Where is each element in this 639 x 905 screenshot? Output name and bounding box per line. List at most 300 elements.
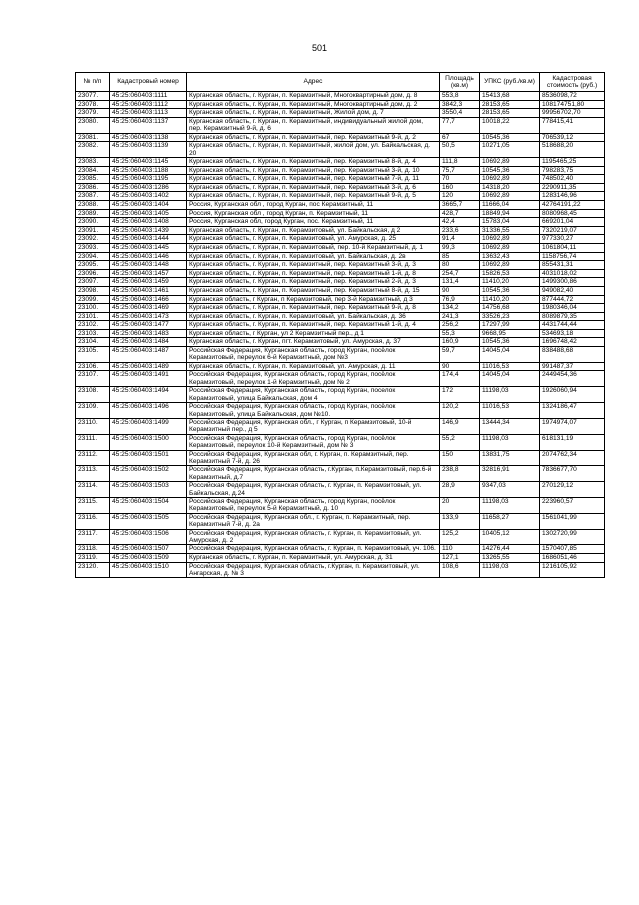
cadastral-number-cell: 45:25:060403:1501 [110,450,187,466]
table-row [76,403,605,419]
upks-cell: 10271,05 [480,142,540,158]
area-cell: 3665,7 [440,200,480,209]
cadastral-number-cell: 45:25:060403:1483 [110,329,187,338]
address-cell: Курганская область, г. Курган, п. Керамзитный, пер. Керамзитный 8-й, д. 15 [187,286,440,295]
area-cell: 76,9 [440,295,480,304]
cadastral-value-cell: 1216105,92 [540,562,605,578]
table-row [76,295,605,304]
cadastral-value-cell: 1195465,25 [540,158,605,167]
area-cell: 59,7 [440,347,480,363]
address-cell: Курганская область, г Курган, ул 2 Керамзитный пер., д 1 [187,329,440,338]
cadastral-value-cell: 2290911,35 [540,183,605,192]
address-cell: Россия, Курганская обл, город Курган, пос. Керамзитный, 11 [187,218,440,227]
cadastral-value-cell: 1686051,46 [540,554,605,563]
cadastral-value-cell: 991487,37 [540,362,605,371]
table-row [76,166,605,175]
row-number-cell: 23114. [76,482,110,498]
cadastral-number-cell: 45:25:060403:1506 [110,529,187,545]
cadastral-value-cell: 1061804,11 [540,243,605,252]
area-cell: 28,9 [440,482,480,498]
cadastral-value-cell: 706539,12 [540,133,605,142]
upks-cell: 10545,36 [480,286,540,295]
address-cell: Российская Федерация, Курганская область, г.Курган, п. Керамзитовый, ул. Ангарская, д. № 3 [187,562,440,578]
cadastral-value-cell: 1696748,42 [540,338,605,347]
upks-cell: 11198,03 [480,497,540,513]
table-row [76,192,605,201]
cadastral-value-cell: 838488,68 [540,347,605,363]
area-cell: 131,4 [440,278,480,287]
area-cell: 172 [440,387,480,403]
area-cell: 85 [440,252,480,261]
header-upks: УПКС (руб./кв.м) [480,73,540,92]
row-number-cell: 23120. [76,562,110,578]
row-number-cell: 23078. [76,100,110,109]
table-row [76,545,605,554]
address-cell: Россия, Курганская обл , город Курган, пос Керамзитный, 11 [187,200,440,209]
area-cell: 256,2 [440,321,480,330]
row-number-cell: 23110. [76,418,110,434]
table-row [76,482,605,498]
header-num: № п/п [76,73,110,92]
cadastral-value-cell: 108174751,80 [540,100,605,109]
table-row [76,117,605,133]
cadastral-value-cell: 4431744,44 [540,321,605,330]
area-cell: 55,2 [440,434,480,450]
table-row [76,92,605,101]
cadastral-number-cell: 45:25:060403:1444 [110,235,187,244]
table-row [76,226,605,235]
table-row [76,278,605,287]
table-row [76,329,605,338]
row-number-cell: 23109. [76,403,110,419]
upks-cell: 11016,53 [480,403,540,419]
row-number-cell: 23099. [76,295,110,304]
cadastral-number-cell: 45:25:060403:1505 [110,513,187,529]
row-number-cell: 23106. [76,362,110,371]
area-cell: 120,2 [440,403,480,419]
cadastral-number-cell: 45:25:060403:1188 [110,166,187,175]
table-row [76,109,605,118]
row-number-cell: 23100. [76,304,110,313]
upks-cell: 11198,03 [480,434,540,450]
cadastral-number-cell: 45:25:060403:1138 [110,133,187,142]
upks-cell: 10405,12 [480,529,540,545]
table-row [76,371,605,387]
upks-cell: 15783,04 [480,218,540,227]
table-row [76,175,605,184]
row-number-cell: 23090. [76,218,110,227]
address-cell: Российская Федерация, Курганская область, город Курган, поселок Керамзитовый, улица Байкальская, дом 4 [187,387,440,403]
header-address: Адрес [187,73,440,92]
area-cell: 70 [440,175,480,184]
upks-cell: 14756,68 [480,304,540,313]
cadastral-number-cell: 45:25:060403:1507 [110,545,187,554]
area-cell: 428,7 [440,209,480,218]
cadastral-number-cell: 45:25:060403:1510 [110,562,187,578]
upks-cell: 9347,03 [480,482,540,498]
row-number-cell: 23098. [76,286,110,295]
table-row [76,261,605,270]
address-cell: Курганская область, г. Курган, п. Керамзитный, Многоквартирный дом, д. 2 [187,100,440,109]
cadastral-value-cell: 778415,41 [540,117,605,133]
address-cell: Курганская область, г. Курган, пгт. Керамзитовый, ул. Амурская, д. 37 [187,338,440,347]
cadastral-number-cell: 45:25:060403:1491 [110,371,187,387]
row-number-cell: 23087. [76,192,110,201]
cadastral-number-cell: 45:25:060403:1487 [110,347,187,363]
row-number-cell: 23093. [76,243,110,252]
cadastral-number-cell: 45:25:060403:1286 [110,183,187,192]
address-cell: Курганская область, г. Курган, п. Керамзитовый, пер. 10-й Керамзитный, д. 1 [187,243,440,252]
area-cell: 108,6 [440,562,480,578]
address-cell: Курганская область, г. Курган, п. Керамзитный, пер. Керамзитный 3-й, д. 10 [187,166,440,175]
cadastral-value-cell: 4031018,02 [540,269,605,278]
cadastral-number-cell: 45:25:060403:1461 [110,286,187,295]
row-number-cell: 23103. [76,329,110,338]
upks-cell: 10018,22 [480,117,540,133]
row-number-cell: 23105. [76,347,110,363]
upks-cell: 32816,91 [480,466,540,482]
page-number: 501 [311,43,328,53]
upks-cell: 14045,04 [480,347,540,363]
cadastral-value-cell: 8536098,72 [540,92,605,101]
header-area: Площадь (кв.м) [440,73,480,92]
cadastral-number-cell: 45:25:060403:1448 [110,261,187,270]
upks-cell: 11410,20 [480,278,540,287]
address-cell: Курганская область, г. Курган, п. Керамзитовый, ул. Байкальская, д. 2в [187,252,440,261]
area-cell: 238,8 [440,466,480,482]
area-cell: 67 [440,133,480,142]
area-cell: 91,4 [440,235,480,244]
table-body [76,92,605,578]
table-row [76,347,605,363]
cadastral-value-cell: 855431,31 [540,261,605,270]
address-cell: Курганская область, г. Курган, п. Керамзитный, пер. Керамзитный 1-й, д. 4 [187,321,440,330]
area-cell: 111,8 [440,158,480,167]
cadastral-number-cell: 45:25:060403:1404 [110,200,187,209]
upks-cell: 10692,89 [480,175,540,184]
address-cell: Российская Федерация, Курганская область, город Курган, посёлок Керамзитовый, переулок 6-й Керамзитный, дом №3 [187,347,440,363]
cadastral-value-cell: 2449454,36 [540,371,605,387]
cadastral-number-cell: 45:25:060403:1111 [110,92,187,101]
row-number-cell: 23107. [76,371,110,387]
cadastral-value-cell: 7836677,70 [540,466,605,482]
row-number-cell: 23085. [76,175,110,184]
upks-cell: 11410,20 [480,295,540,304]
upks-cell: 15413,68 [480,92,540,101]
cadastral-value-cell: 42764191,22 [540,200,605,209]
row-number-cell: 23116. [76,513,110,529]
address-cell: Российская Федерация, Курганская область, г. Курган, п. Керамзитовый, уч. 106. [187,545,440,554]
table-row [76,338,605,347]
area-cell: 241,3 [440,312,480,321]
row-number-cell: 23118. [76,545,110,554]
area-cell: 50,5 [440,142,480,158]
address-cell: Курганская область, г. Курган, п. Керамзитный, пер. Керамзитный 2-й, д. 3 [187,278,440,287]
cadastral-number-cell: 45:25:060403:1504 [110,497,187,513]
upks-cell: 11666,04 [480,200,540,209]
upks-cell: 17297,99 [480,321,540,330]
cadastral-value-cell: 949082,40 [540,286,605,295]
row-number-cell: 23088. [76,200,110,209]
row-number-cell: 23081. [76,133,110,142]
address-cell: Курганская область, г. Курган, п. Керамзитный, индивидуальный жилой дом, пер. Керамзитный 9-й, д. 6 [187,117,440,133]
address-cell: Российская Федерация, Курганская обл., г. Курган, п. Керамзитный, пер. Керамзитный 7-й, д. 2а [187,513,440,529]
cadastral-number-cell: 45:25:060403:1405 [110,209,187,218]
table-row [76,321,605,330]
upks-cell: 11658,27 [480,513,540,529]
row-number-cell: 23108. [76,387,110,403]
address-cell: Курганская область, г. Курган, п. Керамзитный, Жилой дом, д. 7 [187,109,440,118]
cadastral-number-cell: 45:25:060403:1477 [110,321,187,330]
area-cell: 110 [440,545,480,554]
address-cell: Российская Федерация, Курганская область, город Курган, посёлок Керамзитовый, переулок 5-й Керамзитный, д. 10 [187,497,440,513]
area-cell: 146,9 [440,418,480,434]
table-row [76,450,605,466]
address-cell: Российская Федерация, Курганская область, г.Курган, п.Керамзитовый, пер.6-й Керамзитный, д.7 [187,466,440,482]
cadastral-number-cell: 45:25:060403:1473 [110,312,187,321]
address-cell: Российская Федерация, Курганская область, г. Курган, п. Керамзитовый, ул. Байкальская, д.24 [187,482,440,498]
upks-cell: 13632,43 [480,252,540,261]
cadastral-value-cell: 8089879,35 [540,312,605,321]
cadastral-value-cell: 1561041,99 [540,513,605,529]
area-cell: 150 [440,450,480,466]
address-cell: Российская Федерация, Курганская обл., г Курган, п Керамзитовый, 10-й Керамзитный пер., д 5 [187,418,440,434]
address-cell: Курганская область, г. Курган, п. Керамзитный, пер. Керамзитный 7-й, д. 11 [187,175,440,184]
cadastral-value-cell: 1926060,94 [540,387,605,403]
table-row [76,158,605,167]
cadastral-number-cell: 45:25:060403:1457 [110,269,187,278]
address-cell: Российская Федерация, Курганская область, г. Курган, п. Керамзитовый, ул. Амурская, д. 2 [187,529,440,545]
upks-cell: 14318,20 [480,183,540,192]
cadastral-number-cell: 45:25:060403:1139 [110,142,187,158]
area-cell: 160 [440,183,480,192]
address-cell: Курганская область, г. Курган, п. Керамзитный, пер. Керамзитный 3-й, д. 6 [187,183,440,192]
table-row [76,218,605,227]
cadastral-number-cell: 45:25:060403:1466 [110,295,187,304]
address-cell: Курганская область, г. Курган, п. Керамзитовый, ул. Байкальская, д. 36 [187,312,440,321]
area-cell: 90 [440,286,480,295]
cadastral-value-cell: 1980346,04 [540,304,605,313]
cadastral-number-cell: 45:25:060403:1496 [110,403,187,419]
upks-cell: 14276,44 [480,545,540,554]
address-cell: Россия, Курганская обл , город Курган, п. Керамзитный, 11 [187,209,440,218]
table-row [76,209,605,218]
row-number-cell: 23083. [76,158,110,167]
cadastral-value-cell: 518688,20 [540,142,605,158]
cadastral-number-cell: 45:25:060403:1112 [110,100,187,109]
area-cell: 134,2 [440,304,480,313]
table-row [76,497,605,513]
address-cell: Российская Федерация, Курганская обл, г. Курган, п. Керамзитный, пер. Керамзитный 7-й, д. 26 [187,450,440,466]
upks-cell: 14045,04 [480,371,540,387]
upks-cell: 10692,89 [480,261,540,270]
cadastral-value-cell: 8080968,45 [540,209,605,218]
table-row [76,304,605,313]
row-number-cell: 23079. [76,109,110,118]
table-row [76,142,605,158]
area-cell: 42,4 [440,218,480,227]
address-cell: Курганская область, г Курган, п Керамзитовый, пер 3-й Керамзитный, д 3 [187,295,440,304]
upks-cell: 33526,23 [480,312,540,321]
table-row [76,243,605,252]
upks-cell: 13444,34 [480,418,540,434]
area-cell: 3550,4 [440,109,480,118]
address-cell: Курганская область, г. Курган, п. Керамзитовый, ул. Байкальская, д 2 [187,226,440,235]
upks-cell: 10692,89 [480,243,540,252]
row-number-cell: 23089. [76,209,110,218]
address-cell: Курганская область, г. Курган, п. Керамзитовый, ул. Амурская, д. 25 [187,235,440,244]
table-row [76,235,605,244]
row-number-cell: 23104. [76,338,110,347]
cadastral-value-cell: 748502,40 [540,175,605,184]
header-cadastral-value: Кадастровая стоимость (руб.) [540,73,605,92]
upks-cell: 10545,36 [480,338,540,347]
upks-cell: 28153,65 [480,109,540,118]
cadastral-number-cell: 45:25:060403:1145 [110,158,187,167]
table-row [76,466,605,482]
upks-cell: 10692,89 [480,192,540,201]
area-cell: 553,8 [440,92,480,101]
row-number-cell: 23091. [76,226,110,235]
upks-cell: 31336,55 [480,226,540,235]
address-cell: Российская Федерация, Курганская область, город Курган, посёлок Керамзитовый, улица Байкальская, дом №10. [187,403,440,419]
row-number-cell: 23113. [76,466,110,482]
row-number-cell: 23111. [76,434,110,450]
cadastral-value-cell: 270129,12 [540,482,605,498]
address-cell: Курганская область, г. Курган, п. Керамзитный, жилой дом, ул. Байкальская, д. 20 [187,142,440,158]
upks-cell: 11198,03 [480,387,540,403]
cadastral-number-cell: 45:25:060403:1503 [110,482,187,498]
upks-cell: 10692,89 [480,158,540,167]
area-cell: 75,7 [440,166,480,175]
table-row [76,434,605,450]
row-number-cell: 23095. [76,261,110,270]
row-number-cell: 23115. [76,497,110,513]
row-number-cell: 23112. [76,450,110,466]
cadastral-value-cell: 1302720,99 [540,529,605,545]
upks-cell: 11016,53 [480,362,540,371]
area-cell: 160,9 [440,338,480,347]
table-row [76,200,605,209]
cadastral-value-cell: 534693,18 [540,329,605,338]
row-number-cell: 23119. [76,554,110,563]
cadastral-value-cell: 223960,57 [540,497,605,513]
upks-cell: 10545,36 [480,133,540,142]
table-row [76,286,605,295]
cadastral-value-cell: 977330,27 [540,235,605,244]
table-row [76,183,605,192]
cadastral-number-cell: 45:25:060403:1459 [110,278,187,287]
cadastral-number-cell: 45:25:060403:1469 [110,304,187,313]
area-cell: 125,2 [440,529,480,545]
address-cell: Курганская область, г. Курган, п. Керамзитный, пер. Керамзитный 3-й, д. 3 [187,261,440,270]
cadastral-number-cell: 45:25:060403:1509 [110,554,187,563]
row-number-cell: 23086. [76,183,110,192]
cadastral-number-cell: 45:25:060403:1445 [110,243,187,252]
cadastral-value-cell: 1570407,85 [540,545,605,554]
table-row [76,362,605,371]
cadastral-value-cell: 1974974,07 [540,418,605,434]
address-cell: Курганская область, г. Курган, п. Керамзитный, Многоквартирный дом, д. 8 [187,92,440,101]
upks-cell: 11198,03 [480,562,540,578]
row-number-cell: 23117. [76,529,110,545]
cadastral-number-cell: 45:25:060403:1494 [110,387,187,403]
cadastral-number-cell: 45:25:060403:1500 [110,434,187,450]
table-row [76,562,605,578]
area-cell: 133,9 [440,513,480,529]
upks-cell: 15826,53 [480,269,540,278]
cadastral-value-cell: 2074762,34 [540,450,605,466]
row-number-cell: 23101. [76,312,110,321]
upks-cell: 10545,36 [480,166,540,175]
area-cell: 174,4 [440,371,480,387]
cadastral-number-cell: 45:25:060403:1113 [110,109,187,118]
upks-cell: 9668,95 [480,329,540,338]
cadastral-value-cell: 99956702,70 [540,109,605,118]
cadastral-value-cell: 1324186,47 [540,403,605,419]
row-number-cell: 23102. [76,321,110,330]
area-cell: 20 [440,497,480,513]
cadastral-value-cell: 1158756,74 [540,252,605,261]
cadastral-value-table [75,72,605,578]
cadastral-number-cell: 45:25:060403:1439 [110,226,187,235]
table-row [76,269,605,278]
area-cell: 127,1 [440,554,480,563]
address-cell: Российская Федерация, Курганская область, город Курган, посёлок Керамзитовый, переулок 1-й Керамзитный, дом № 2 [187,371,440,387]
cadastral-value-cell: 7320219,07 [540,226,605,235]
table-row [76,529,605,545]
upks-cell: 13831,75 [480,450,540,466]
address-cell: Курганская область, г. Курган, п. Керамзитный, пер. Керамзитный 9-й, д. 2 [187,133,440,142]
address-cell: Курганская область, г. Курган, п. Керамзитовый, ул. Амурская, д. 11 [187,362,440,371]
address-cell: Курганская область, г. Курган, п. Керамзитный, пер. Керамзитный 9-й, д. 8 [187,304,440,313]
area-cell: 55,3 [440,329,480,338]
row-number-cell: 23084. [76,166,110,175]
cadastral-value-cell: 877444,72 [540,295,605,304]
row-number-cell: 23082. [76,142,110,158]
cadastral-number-cell: 45:25:060403:1484 [110,338,187,347]
table-row [76,418,605,434]
area-cell: 80 [440,261,480,270]
cadastral-value-cell: 798283,75 [540,166,605,175]
cadastral-number-cell: 45:25:060403:1137 [110,117,187,133]
cadastral-number-cell: 45:25:060403:1502 [110,466,187,482]
table-header-row [76,73,605,92]
address-cell: Российская Федерация, Курганская область, город Курган, посёлок Керамзитовый, переулок 10-й Керамзитный, дом № 3 [187,434,440,450]
cadastral-value-cell: 618131,19 [540,434,605,450]
upks-cell: 13265,55 [480,554,540,563]
cadastral-number-cell: 45:25:060403:1408 [110,218,187,227]
area-cell: 254,7 [440,269,480,278]
row-number-cell: 23097. [76,278,110,287]
cadastral-number-cell: 45:25:060403:1489 [110,362,187,371]
area-cell: 77,7 [440,117,480,133]
table-row [76,387,605,403]
table-row [76,513,605,529]
cadastral-number-cell: 45:25:060403:1402 [110,192,187,201]
address-cell: Курганская область, г. Курган, п. Керамзитный, пер. Керамзитный 1-й, д. 8 [187,269,440,278]
row-number-cell: 23094. [76,252,110,261]
address-cell: Курганская область, г. Курган, п. Керамзитный, пер. Керамзитный 8-й, д. 4 [187,158,440,167]
table-row [76,100,605,109]
row-number-cell: 23096. [76,269,110,278]
header-cadastral-number: Кадастровый номер [110,73,187,92]
upks-cell: 10692,89 [480,235,540,244]
row-number-cell: 23092. [76,235,110,244]
table-row [76,252,605,261]
cadastral-value-cell: 669201,04 [540,218,605,227]
area-cell: 90 [440,362,480,371]
